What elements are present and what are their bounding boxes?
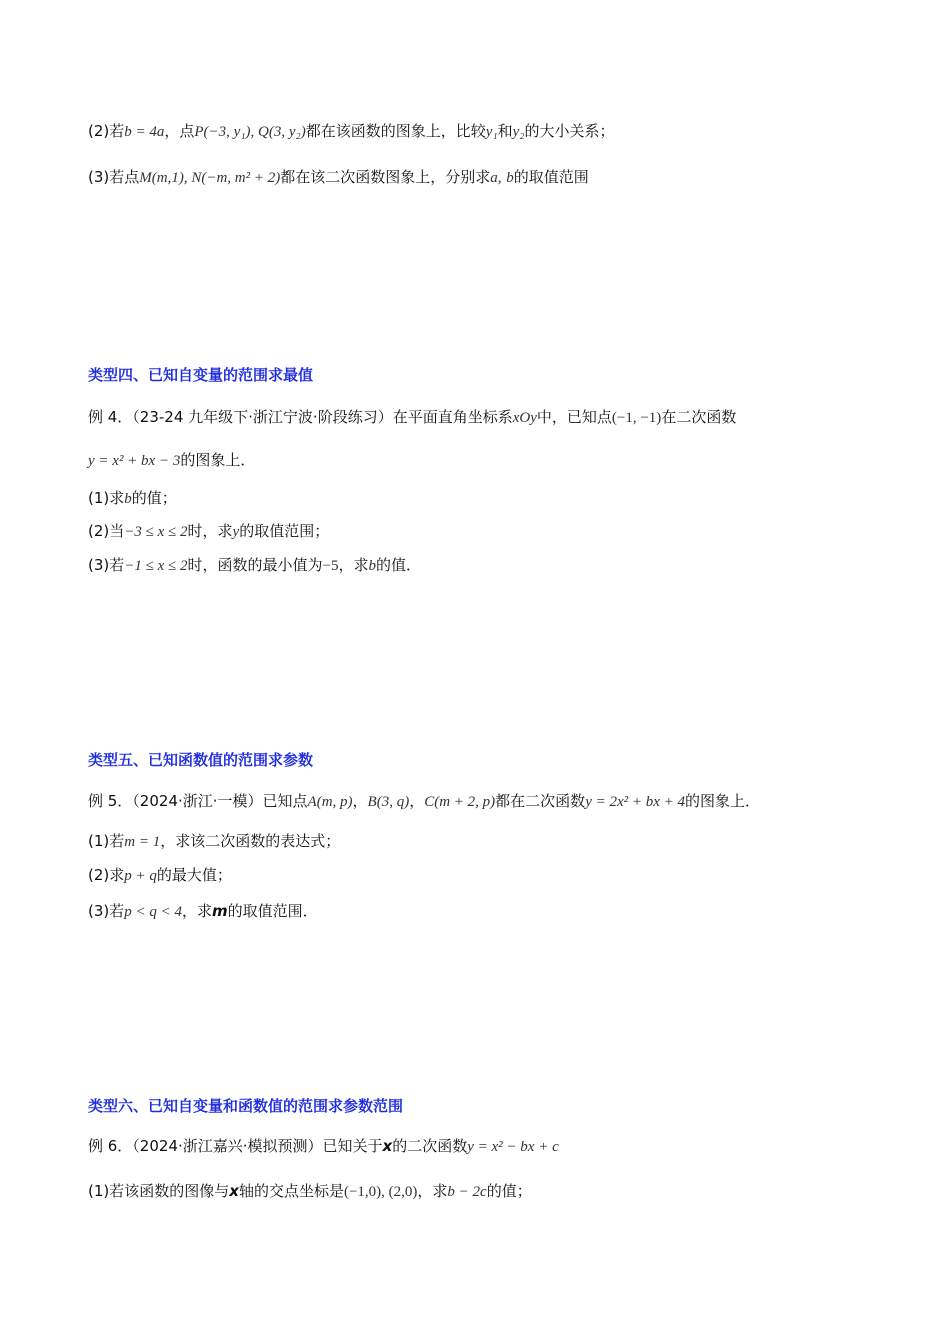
text: 的值． [376, 556, 422, 574]
text: 和 [497, 122, 513, 140]
part-label: (3)若点 [88, 168, 140, 186]
math-expression: −3 ≤ x ≤ 2 [124, 524, 188, 540]
math-expression: b [368, 558, 376, 574]
text: 例 6．（2024·浙江嘉兴·模拟预测）已知关于 [88, 1137, 383, 1155]
math-expression: p < q < 4 [124, 904, 182, 920]
math-expression: −5 [322, 558, 339, 574]
text: ，求 [338, 556, 369, 574]
text: 的二次函数 [392, 1137, 468, 1155]
variable: m [212, 902, 228, 920]
example-4-part-3 [88, 554, 421, 577]
math-expression: y₂ [512, 124, 525, 140]
example-4-part-2 [88, 520, 329, 543]
example-5-intro [88, 790, 760, 813]
part-label: (2)当 [88, 522, 125, 540]
math-expression: b = 4a [124, 124, 165, 140]
math-expression: p + q [124, 868, 157, 884]
math-expression: C(m + 2, p) [424, 794, 496, 810]
text: 的取值范围． [227, 902, 318, 920]
math-expression: B(3, q) [367, 794, 410, 810]
section-heading-6: 类型六、已知自变量和函数值的范围求参数范围 [88, 1097, 404, 1115]
section-heading-4: 类型四、已知自变量的范围求最值 [88, 366, 314, 384]
question-part-3 [88, 166, 589, 189]
section-heading-5: 类型五、已知函数值的范围求参数 [88, 751, 314, 769]
text: 都在该二次函数图象上，分别求 [280, 168, 491, 186]
math-expression: y₁ [485, 124, 498, 140]
text: ，求 [182, 902, 213, 920]
text: 时，函数的最小值为 [187, 556, 323, 574]
text: ， [352, 792, 368, 810]
math-expression: −1 ≤ x ≤ 2 [124, 558, 188, 574]
example-5-part-2 [88, 864, 232, 887]
math-expression: P(−3, y₁), Q(3, y₂) [194, 124, 306, 140]
text: 的图象上． [685, 792, 761, 810]
example-4-part-1 [88, 487, 177, 510]
math-expression: y = x² − bx + c [467, 1139, 559, 1155]
question-part-2 [88, 120, 615, 143]
example-5-part-3 [88, 900, 318, 923]
text: 的最大值； [156, 866, 232, 884]
math-expression: m = 1 [124, 834, 161, 850]
math-expression: b − 2c [447, 1184, 487, 1200]
math-expression: M(m,1), N(−m, m² + 2) [139, 170, 281, 186]
part-label: (3)若 [88, 556, 125, 574]
part-label: (1)求 [88, 489, 125, 507]
text: 时，求 [187, 522, 233, 540]
text: 例 5．（2024·浙江·一模）已知点 [88, 792, 308, 810]
text: 都在该函数的图象上，比较 [305, 122, 486, 140]
math-expression: xOy [512, 410, 537, 426]
math-expression: y = 2x² + bx + 4 [585, 794, 686, 810]
text: 的取值范围 [513, 168, 589, 186]
example-4-intro [88, 406, 736, 429]
math-expression: b [506, 170, 514, 186]
text: 都在二次函数 [495, 792, 586, 810]
example-6-intro [88, 1135, 559, 1158]
text: ，求 [417, 1182, 448, 1200]
part-label: (2)求 [88, 866, 125, 884]
math-expression: y [232, 524, 240, 540]
example-6-part-1 [88, 1180, 532, 1203]
example-4-intro-continued [88, 449, 255, 472]
text: ，点 [164, 122, 195, 140]
part-label: (1)若该函数的图像与 [88, 1182, 230, 1200]
math-expression: (−1,0), (2,0) [343, 1184, 418, 1200]
text: 的取值范围； [239, 522, 330, 540]
text: 例 4．（23-24 九年级下·浙江宁波·阶段练习）在平面直角坐标系 [88, 408, 513, 426]
part-label: (1)若 [88, 832, 125, 850]
part-label: (2)若 [88, 122, 125, 140]
variable: x [382, 1137, 393, 1155]
text: 的值； [131, 489, 177, 507]
text: 中，已知点 [536, 408, 612, 426]
variable: x [229, 1182, 239, 1200]
math-expression: b [124, 491, 132, 507]
text: ，求该二次函数的表达式； [160, 832, 341, 850]
math-expression: a, [490, 170, 502, 186]
math-expression: y = x² + bx − 3 [88, 453, 181, 469]
math-expression: A(m, p) [307, 794, 353, 810]
text: 在二次函数 [661, 408, 737, 426]
text: 轴的交点坐标是 [238, 1182, 344, 1200]
part-label: (3)若 [88, 902, 125, 920]
text: 的图象上． [180, 451, 256, 469]
text: 的值； [486, 1182, 532, 1200]
text: 的大小关系； [524, 122, 615, 140]
math-expression: (−1, −1) [611, 410, 662, 426]
text: ， [409, 792, 425, 810]
example-5-part-1 [88, 830, 340, 853]
